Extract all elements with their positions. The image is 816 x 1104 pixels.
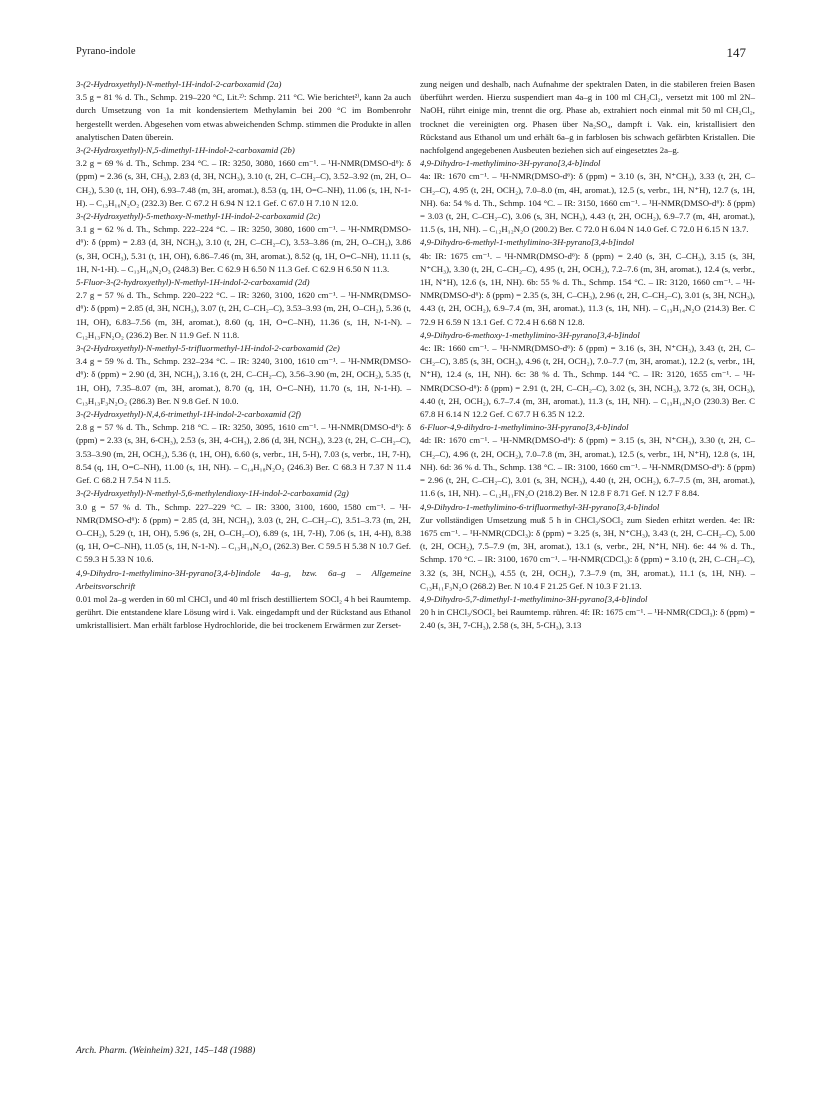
experimental-paragraph: 2.7 g = 57 % d. Th., Schmp. 220–222 °C. – IR: 3260, 3100, 1620 cm⁻¹. – ¹H-NMR(DMSO-d⁶): δ (ppm) = 2.85 (d, 3H, NCH₃), 3.07 (t, 2H, C–CH₂–C), 3.53–3.93 (m, 2H, O–CH₂), 5.36 (t, 1H, OH), 6.83–7.56 (m, 3H, aromat.), 8.60 (q, 1H, O=C–NH), 11.36 (s, 1H, N-1-N). – C₁₂H₁₃FN₂O₂ (236.2) Ber. N 11.9 Gef. N 11.8. (76, 290, 411, 340)
right-column (420, 78, 755, 633)
experimental-paragraph: zung neigen und deshalb, nach Aufnahme der spektralen Daten, in die stabileren freien Basen überführt werden. Hierzu suspendiert man 4a–g in 100 ml CH₂Cl₂, versetzt mit 100 ml 2N–NaOH, rührt einige min, trennt die org. Phase ab, extrahiert noch einmal mit 50 ml CH₂Cl₂, trocknet die vereinigten org. Phasen über Na₂SO₄, dampft i. Vak. ein, kristallisiert den Rückstand aus Ethanol um und erhält 6a–g in farblosen bis schwach gefärbten Kristallen. Die nachfolgend angegebenen Ausbeuten beziehen sich auf eingesetztes 2a–g. (420, 79, 755, 156)
compound-heading: 5-Fluor-3-(2-hydroxyethyl)-N-methyl-1H-indol-2-carboxamid (2d) (76, 277, 310, 288)
journal-citation: Arch. Pharm. (Weinheim) 321, 145–148 (1988) (76, 1046, 256, 1056)
compound-heading: 3-(2-Hydroxyethyl)-N-methyl-5-trifluormethyl-1H-indol-2-carboxamid (2e) (76, 343, 340, 354)
experimental-paragraph: 3.0 g = 57 % d. Th., Schmp. 227–229 °C. – IR: 3300, 3100, 1600, 1580 cm⁻¹. – ¹H-NMR(DMSO-d⁶): δ (ppm) = 2.85 (d, 3H, NCH₃), 3.03 (t, 2H, C–CH₂–C), 3.51–3.73 (m, 2H, O–CH₂), 5.29 (t, 1H, OH), 5.96 (s, 2H, O–CH₂–O), 6.89 (s, 1H, 7-H), 7.06 (s, 1H, 4-H), 8.38 (q, 1H, O=C–NH), 11.05 (s, 1H, N-1-N). – C₁₃H₁₄N₂O₄ (262.3) Ber. C 59.5 H 5.38 N 10.7 Gef. C 59.3 H 5.33 N 10.6. (76, 501, 411, 565)
experimental-paragraph: 3.5 g = 81 % d. Th., Schmp. 219–220 °C, Lit.²⁾: Schmp. 211 °C. Wie berichtet²⁾, kann 2a auch durch Umsetzung von 1a mit kondensiertem Methylamin bei 200 °C im Bombenrohr hergestellt werden. Abgesehen vom etwas abweichenden Schmp. stimmen die Produkte in allen analytischen Daten überein. (76, 92, 411, 142)
compound-heading: 4,9-Dihydro-1-methylimino-6-trifluormethyl-3H-pyrano[3,4-b]indol (420, 501, 660, 512)
compound-heading: 3-(2-Hydroxyethyl)-5-methoxy-N-methyl-1H-indol-2-carboxamid (2c) (76, 211, 321, 222)
experimental-paragraph: 0.01 mol 2a–g werden in 60 ml CHCl₃ und 40 ml frisch destilliertem SOCl₂ 4 h bei Raumtemp. gerührt. Die entstandene klare Lösung wird i. Vak. eingedampft und der Rückstand aus Ethanol umkristallisiert. Man erhält farblose Hydrochloride, die bei trockenem Erwärmen zur Zerset- (76, 593, 411, 631)
compound-heading: 3-(2-Hydroxyethyl)-N-methyl-5,6-methylendioxy-1H-indol-2-carboxamid (2g) (76, 488, 349, 499)
compound-heading: 4,9-Dihydro-1-methylimino-3H-pyrano[3,4-b]indole 4a–g, bzw. 6a–g – Allgemeine Arbeitsvorschrift (76, 567, 411, 591)
experimental-paragraph: Zur vollständigen Umsetzung muß 5 h in CHCl₃/SOCl₂ zum Sieden erhitzt werden. 4e: IR: 1675 cm⁻¹. – ¹H-NMR(CDCl₃): δ (ppm) = 3.25 (s, 3H, N⁺CH₃), 3.43 (t, 2H, C–CH₂–C), 5.00 (t, 2H, OCH₂), 7.5–7.9 (m, 3H, aromat.), 13.1 (s, verbr., 2H, N⁺H, NH). 6e: 44 % d. Th., Schmp. 170 °C. – IR: 3100, 1670 cm⁻¹. – ¹H-NMR(CDCl₃): δ (ppm) = 3.10 (t, 2H, C–CH₂–C), 3.32 (s, 3H, NCH₃), 4.55 (t, 2H, OCH₂), 7.3–7.9 (m, 3H, aromat.), 11.1 (s, 1H, NH). – C₁₃H₁₁F₃N₂O (268.2) Ber. N 10.4 F 21.25 Gef. N 10.3 F 21.13. (420, 514, 755, 591)
compound-heading: 4,9-Dihydro-6-methyl-1-methylimino-3H-pyrano[3,4-b]indol (420, 237, 635, 248)
compound-heading: 3-(2-Hydroxyethyl)-N,5-dimethyl-1H-indol-2-carboxamid (2b) (76, 145, 295, 156)
compound-heading: 6-Fluor-4,9-dihydro-1-methylimino-3H-pyrano[3,4-b]indol (420, 422, 629, 433)
page-number: 147 (726, 45, 746, 60)
experimental-paragraph: 3.1 g = 62 % d. Th., Schmp. 222–224 °C. – IR: 3250, 3080, 1600 cm⁻¹. – ¹H-NMR(DMSO-d⁶): δ (ppm) = 2.83 (d, 3H, NCH₃), 3.10 (t, 2H, C–CH₂–C), 3.53–3.86 (m, 2H, O–CH₂), 3.86 (s, 3H, OCH₃), 5.31 (t, 1H, OH), 6.86–7.46 (m, 3H, aromat.), 8.52 (q, 1H, O=C–NH), 11.11 (s, 1H, N-1-H). – C₁₃H₁₆N₂O₃ (248.3) Ber. C 62.9 H 6.50 N 11.3 Gef. C 62.9 H 6.50 N 11.3. (76, 224, 411, 274)
experimental-paragraph: 2.8 g = 57 % d. Th., Schmp. 218 °C. – IR: 3250, 3095, 1610 cm⁻¹. – ¹H-NMR(DMSO-d⁶): δ (ppm) = 2.33 (s, 3H, 6-CH₃), 2.53 (s, 3H, 4-CH₃), 2.86 (d, 3H, NCH₃), 3.23 (t, 2H, C–CH₂–C), 3.53–3.90 (m, 2H, OCH₂), 5.36 (t, 1H, OH), 6.60 (s, verbr., 1H, 5-H), 7.03 (s, verbr., 1H, 7-H), 8.54 (q, 1H, O=C–NH), 11.00 (s, 1H, NH). – C₁₄H₁₈N₂O₂ (246.3) Ber. C 68.3 H 7.37 N 11.4 Gef. C 68.2 H 7.54 N 11.5. (76, 422, 411, 486)
compound-heading: 3-(2-Hydroxyethyl)-N-methyl-1H-indol-2-carboxamid (2a) (76, 79, 282, 89)
compound-heading: 4,9-Dihydro-6-methoxy-1-methylimino-3H-pyrano[3,4-b]indol (420, 329, 640, 340)
running-head: Pyrano-indole (76, 46, 136, 57)
left-column (76, 78, 411, 633)
experimental-paragraph: 4b: IR: 1675 cm⁻¹. – ¹H-NMR(DMSO-d⁶): δ (ppm) = 2.40 (s, 3H, C–CH₃), 3.15 (s, 3H, N⁺CH₃), 3.30 (t, 2H, C–CH₂–C), 4.95 (t, 2H, OCH₂), 7.2–7.6 (m, 3H, aromat.), 12.4 (s, verbr., 1H, N⁺H), 12.6 (s, 1H, NH). 6b: 55 % d. Th., Schmp. 154 °C. – IR: 3120, 1660 cm⁻¹. – ¹H-NMR(DMSO-d⁶): δ (ppm) = 2.35 (s, 3H, C–CH₃), 2.96 (t, 2H, C–CH₂–C), 3.01 (s, 3H, NCH₃), 4.43 (t, 2H, OCH₂), 6.9–7.4 (m, 3H, aromat.), 11.3 (s, 1H, NH). – C₁₃H₁₄N₂O (214.3) Ber. C 72.9 H 6.59 N 13.1 Gef. C 72.4 H 6.68 N 12.8. (420, 250, 755, 327)
experimental-paragraph: 20 h in CHCl₃/SOCl₂ bei Raumtemp. rühren. 4f: IR: 1675 cm⁻¹. – ¹H-NMR(CDCl₃): δ (ppm) = 2.40 (s, 3H, 7-CH₃), 2.58 (s, 3H, 5-CH₃), 3.13 (420, 607, 755, 631)
experimental-paragraph: 3.4 g = 59 % d. Th., Schmp. 232–234 °C. – IR: 3240, 3100, 1610 cm⁻¹. – ¹H-NMR(DMSO-d⁶): δ (ppm) = 2.90 (d, 3H, NCH₃), 3.16 (t, 2H, C–CH₂–C), 3.56–3.90 (m, 2H, OCH₂), 5.35 (t, 1H, OH), 7.35–8.07 (m, 3H, aromat.), 8.70 (q, 1H, O=C–NH), 11.70 (s, 1H, N-1-H). – C₁₃H₁₃F₃N₂O₂ (286.3) Ber. N 9.8 Gef. N 10.0. (76, 356, 411, 406)
experimental-paragraph: 4d: IR: 1670 cm⁻¹. – ¹H-NMR(DMSO-d⁶): δ (ppm) = 3.15 (s, 3H, N⁺CH₃), 3.30 (t, 2H, C–CH₂–C), 4.96 (t, 2H, OCH₂), 7.0–7.8 (m, 3H, aromat.), 12.5 (s, verbr., 1H, N⁺H), 12.8 (s, 1H, NH). 6d: 36 % d. Th., Schmp. 138 °C. – IR: 3100, 1660 cm⁻¹. – ¹H-NMR(DMSO-d⁶): δ (ppm) = 2.96 (t, 2H, C–CH₂–C), 3.01 (s, 3H, NCH₃), 4.40 (t, 2H, OCH₂), 6.7–7.5 (m, 3H, aromat.), 11.6 (s, 1H, NH). – C₁₂H₁₁FN₂O (218.2) Ber. N 12.8 F 8.71 Gef. N 12.7 F 8.84. (420, 435, 755, 499)
compound-heading: 4,9-Dihydro-1-methylimino-3H-pyrano[3,4-b]indol (420, 158, 601, 169)
compound-heading: 3-(2-Hydroxyethyl)-N,4,6-trimethyl-1H-indol-2-carboxamid (2f) (76, 409, 301, 420)
compound-heading: 4,9-Dihydro-5,7-dimethyl-1-methylimino-3H-pyrano[3,4-b]indol (420, 593, 648, 604)
experimental-paragraph: 4c: IR: 1660 cm⁻¹. – ¹H-NMR(DMSO-d⁶): δ (ppm) = 3.16 (s, 3H, N⁺CH₃), 3.43 (t, 2H, C–CH₂–C), 3.85 (s, 3H, OCH₃), 4.96 (t, 2H, OCH₂), 7.0–7.7 (m, 3H, aromat.), 12.2 (s, verbr., 1H, N⁺H), 12.4 (s, 1H, NH). 6c: 38 % d. Th., Schmp. 144 °C. – IR: 3120, 1655 cm⁻¹. – ¹H-NMR(DCSO-d⁶): δ (ppm) = 2.91 (t, 2H, C–CH₂–C), 3.02 (s, 3H, NCH₃), 3.72 (s, 3H, OCH₃), 4.40 (t, 2H, OCH₂), 6.7–7.4 (m, 3H, aromat.), 11.3 (s, 1H, NH). – C₁₃H₁₄N₂O (230.3) Ber. C 67.8 H 6.14 N 12.2 Gef. C 67.7 H 6.35 N 12.2. (420, 343, 755, 420)
experimental-paragraph: 4a: IR: 1670 cm⁻¹. – ¹H-NMR(DMSO-d⁶): δ (ppm) = 3.10 (s, 3H, N⁺CH₃), 3.33 (t, 2H, C–CH₂–C), 4.95 (t, 2H, OCH₂), 7.0–8.0 (m, 4H, aromat.), 12.5 (s, verbr., 1H, N⁺H), 12.7 (s, 1H, NH). 6a: 54 % d. Th., Schmp. 104 °C. – IR: 3150, 1660 cm⁻¹. – ¹H-NMR(DMSO-d⁶): δ (ppm) = 3.03 (t, 2H, C–CH₂–C), 3.06 (s, 3H, NCH₃), 4.43 (t, 2H, OCH₂), 6.9–7.7 (m, 4H, aromat.), 11.5 (s, 1H, NH). – C₁₂H₁₂N₂O (200.2) Ber. C 72.0 H 6.04 N 14.0 Gef. C 72.0 H 6.15 N 13.7. (420, 171, 755, 235)
experimental-paragraph: 3.2 g = 69 % d. Th., Schmp. 234 °C. – IR: 3250, 3080, 1660 cm⁻¹. – ¹H-NMR(DMSO-d⁶): δ (ppm) = 2.36 (s, 3H, CH₃), 2.83 (d, 3H, NCH₃), 3.10 (t, 2H, C–CH₂–C), 3.52–3.92 (m, 2H, O–CH₂), 5.30 (t, 1H, OH), 6.93–7.48 (m, 3H, aromat.), 8.53 (q, 1H, O=C–NH), 11.06 (s, 1H, N-1-H). – C₁₃H₁₆N₂O₂ (232.3) Ber. C 67.2 H 6.94 N 12.1 Gef. C 67.0 H 7.10 N 12.0. (76, 158, 411, 208)
